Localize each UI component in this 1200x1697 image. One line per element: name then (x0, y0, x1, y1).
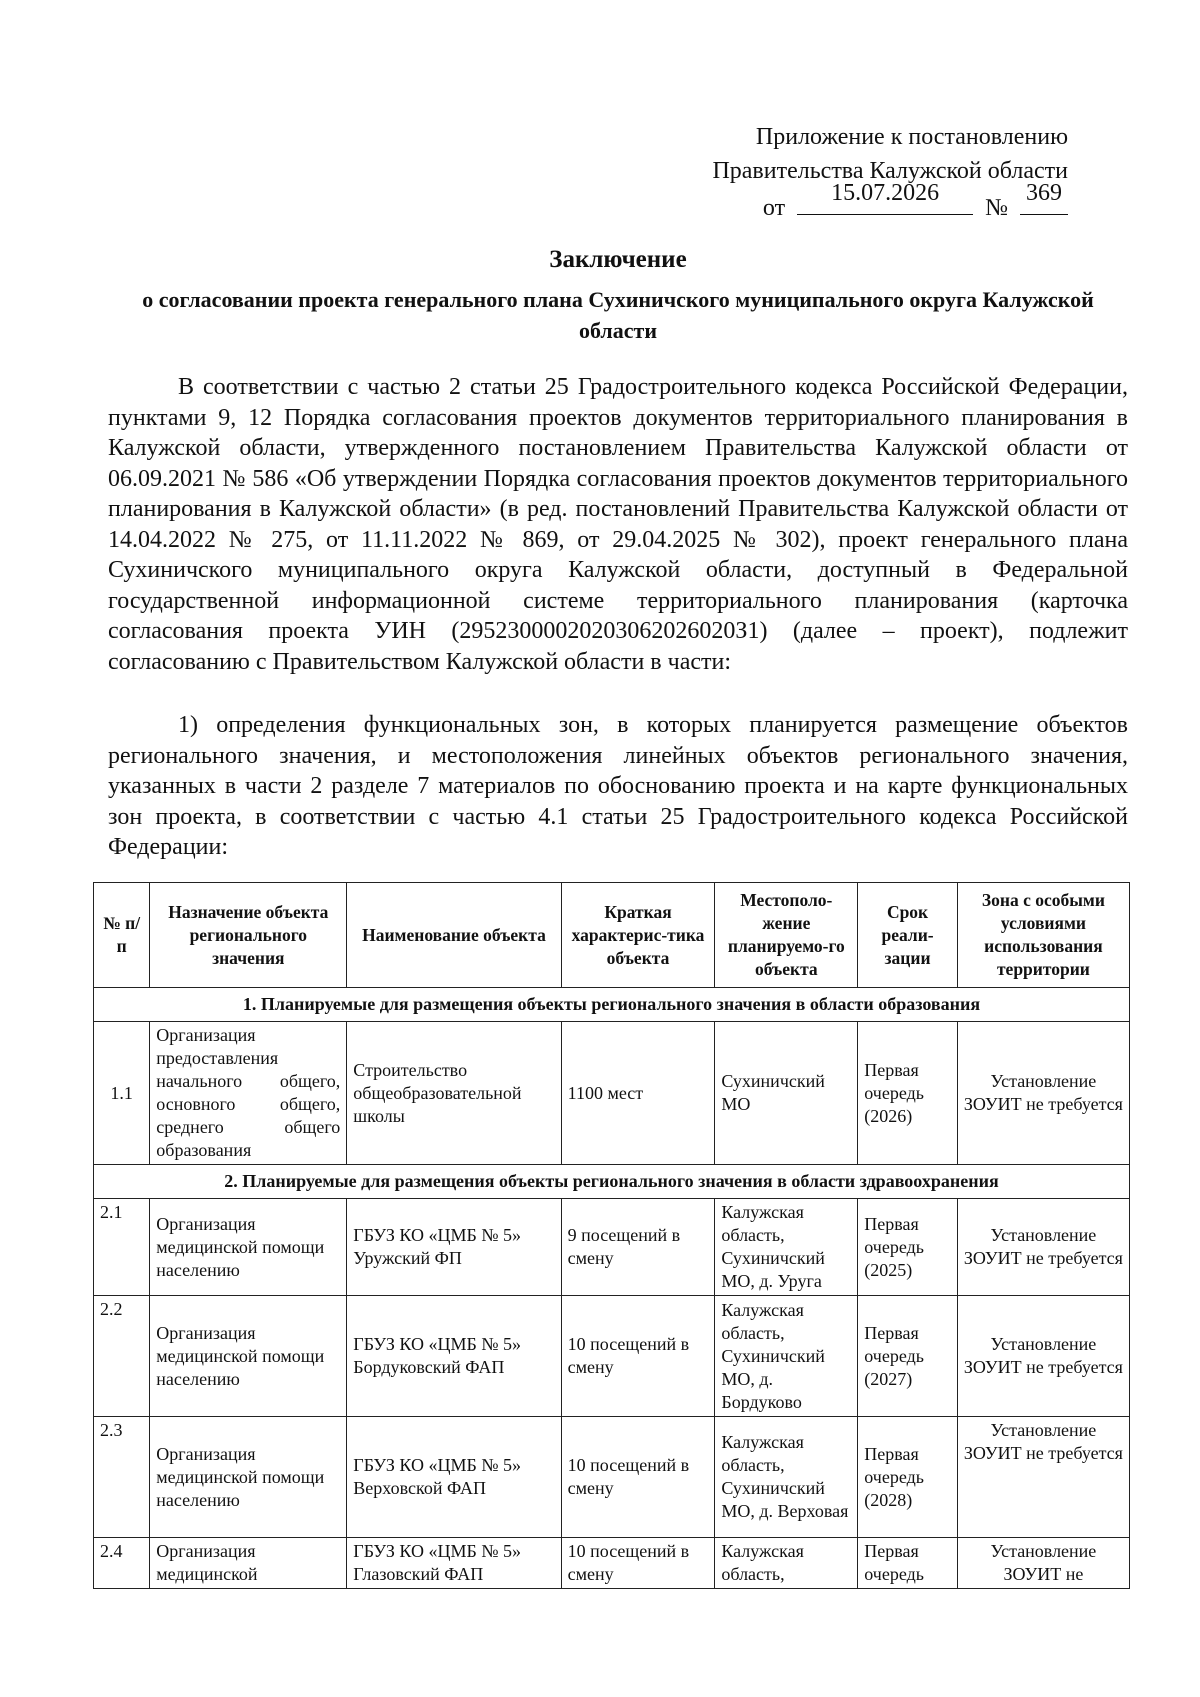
cell-location: Калужская область, (715, 1538, 858, 1589)
cell-name: Строительство общеобразовательной школы (347, 1022, 561, 1165)
cell-num: 2.3 (94, 1417, 150, 1538)
cell-name: ГБУЗ КО «ЦМБ № 5» Уружский ФП (347, 1199, 561, 1296)
cell-location: Сухиничский МО (715, 1022, 858, 1165)
cell-zone: Установление ЗОУИТ не (957, 1538, 1129, 1589)
document-subtitle: о согласовании проекта генерального плана Сухиничского муниципального округа Калужской области (142, 287, 1094, 343)
appendix-block (588, 120, 1068, 225)
cell-zone: Установление ЗОУИТ не требуется (957, 1417, 1129, 1538)
cell-brief: 10 посещений в смену (561, 1538, 715, 1589)
cell-location: Калужская область, Сухиничский МО, д. Верховая (715, 1417, 858, 1538)
cell-brief: 1100 мест (561, 1022, 715, 1165)
cell-zone: Установление ЗОУИТ не требуется (957, 1296, 1129, 1417)
cell-purpose: Организация медицинской помощи населению (150, 1296, 347, 1417)
cell-term: Первая очередь (2025) (858, 1199, 958, 1296)
header-purpose: Назначение объекта регионального значения (150, 883, 347, 988)
cell-purpose: Организация медицинской помощи населению (150, 1199, 347, 1296)
cell-term: Первая очередь (2027) (858, 1296, 958, 1417)
objects-table (93, 882, 1130, 1589)
appendix-line-2: Правительства Калужской области (712, 158, 1068, 184)
paragraph-2: 1) определения функциональных зон, в которых планируется размещение объектов регионального значения, и местоположения линейных объектов регионального значения, указанных в части 2 разделе 7 материалов по обоснованию проекта и на карте функциональных зон проекта, в соответствии с частью 4.1 статьи 25 Градостроительного кодекса Российской Федерации: (108, 712, 1128, 860)
header-zone: Зона с особыми условиями использования территории (957, 883, 1129, 988)
table-row (94, 1417, 1130, 1538)
cell-zone: Установление ЗОУИТ не требуется (957, 1022, 1129, 1165)
section-row-2 (94, 1165, 1130, 1199)
number-field (1020, 180, 1068, 215)
cell-num: 2.2 (94, 1296, 150, 1417)
number-label: № (985, 195, 1008, 221)
cell-term: Первая очередь (2026) (858, 1022, 958, 1165)
cell-name: ГБУЗ КО «ЦМБ № 5» Верховской ФАП (347, 1417, 561, 1538)
header-num: № п/п (94, 883, 150, 988)
cell-name: ГБУЗ КО «ЦМБ № 5» Глазовский ФАП (347, 1538, 561, 1589)
cell-purpose: Организация медицинской помощи населению (150, 1417, 347, 1538)
cell-num: 2.1 (94, 1199, 150, 1296)
cell-term: Первая очередь (858, 1538, 958, 1589)
cell-brief: 10 посещений в смену (561, 1417, 715, 1538)
section-row-1 (94, 988, 1130, 1022)
paragraph-1: В соответствии с частью 2 статьи 25 Градостроительного кодекса Российской Федерации, пунктами 9, 12 Порядка согласования проектов документов территориального планирования в Калужской области, утвержденного постановлением Правительства Калужской области от 06.09.2021 № 586 «Об утверждении Порядка согласования проектов документов территориального планирования в Калужской области» (в ред. постановлений Правительства Калужской области от 14.04.2022 № 275, от 11.11.2022 № 869, от 29.04.2025 № 302), проект генерального плана Сухиничского муниципального округа Калужской области, доступный в Федеральной государственной информационной системе территориального планирования (карточка согласования проекта УИН (29523000020203062026020З1) (далее – проект), подлежит согласованию с Правительством Калужской области в части: (108, 374, 1128, 675)
document-title: Заключение (549, 246, 687, 273)
table-row (94, 1296, 1130, 1417)
header-name: Наименование объекта (347, 883, 561, 988)
table-row (94, 1538, 1130, 1589)
appendix-signature-line (588, 180, 1068, 225)
header-term: Срок реали-зации (858, 883, 958, 988)
section-title-2: 2. Планируемые для размещения объекты регионального значения в области здравоохранения (94, 1165, 1130, 1199)
cell-location: Калужская область, Сухиничский МО, д. Уруга (715, 1199, 858, 1296)
number-value: 369 (1026, 180, 1062, 206)
date-field (797, 180, 973, 215)
cell-location: Калужская область, Сухиничский МО, д. Бордуково (715, 1296, 858, 1417)
table-row (94, 1199, 1130, 1296)
cell-brief: 10 посещений в смену (561, 1296, 715, 1417)
table-row (94, 1022, 1130, 1165)
cell-brief: 9 посещений в смену (561, 1199, 715, 1296)
header-location: Местополо-жение планируемо-го объекта (715, 883, 858, 988)
cell-name: ГБУЗ КО «ЦМБ № 5» Бордуковский ФАП (347, 1296, 561, 1417)
cell-term: Первая очередь (2028) (858, 1417, 958, 1538)
appendix-line-1: Приложение к постановлению (755, 124, 1068, 150)
header-brief: Краткая характерис-тика объекта (561, 883, 715, 988)
section-title-1: 1. Планируемые для размещения объекты регионального значения в области образования (94, 988, 1130, 1022)
cell-purpose: Организация медицинской (150, 1538, 347, 1589)
date-value: 15.07.2026 (831, 180, 940, 206)
cell-zone: Установление ЗОУИТ не требуется (957, 1199, 1129, 1296)
cell-purpose: Организация предоставления начального общего, основного общего, среднего общего образования (150, 1022, 347, 1165)
from-label: от (762, 195, 786, 221)
table-header-row (94, 883, 1130, 988)
cell-num: 2.4 (94, 1538, 150, 1589)
cell-num: 1.1 (94, 1022, 150, 1165)
